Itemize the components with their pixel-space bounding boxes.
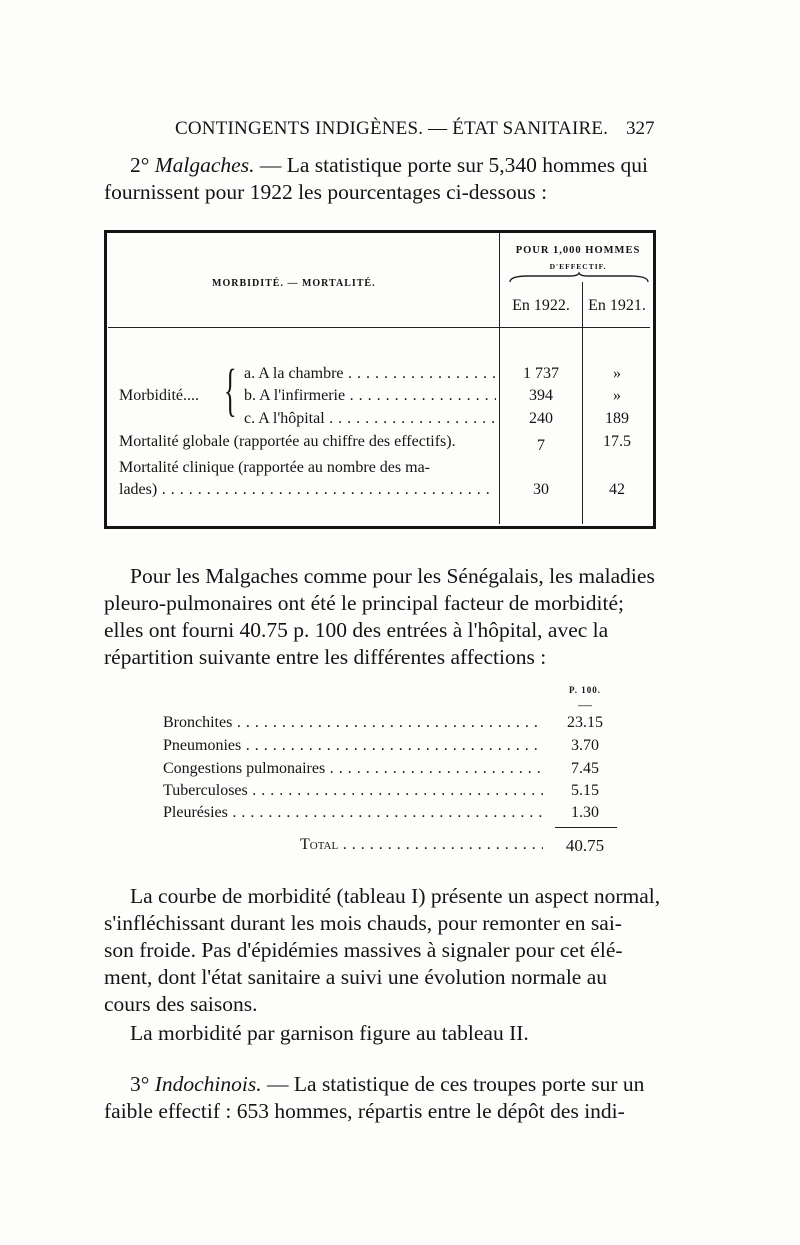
intro-paragraph <box>104 152 670 206</box>
section-number: 3° <box>130 1072 150 1096</box>
body-paragraph: Pour les Malgaches comme pour les Sénégalais, les maladies pleuro-pulmonaires ont été le principal facteur de morbidité; elles ont fourni 40.75 p. 100 des entrées à l'hôpital, avec la répartition suivante entre les différentes affections : <box>104 564 655 669</box>
table-row: Mortalité clinique (rapportée au nombre des ma- <box>119 459 430 476</box>
total-value: 40.75 <box>565 836 605 855</box>
unit-label: P. 100. <box>569 685 601 695</box>
list-item: Pleurésies . . . <box>163 804 543 822</box>
running-header-title: CONTINGENTS INDIGÈNES. — ÉTAT SANITAIRE. <box>175 118 609 139</box>
table-cell: 1 737 <box>523 365 559 382</box>
section-subject: Malgaches. <box>154 153 255 177</box>
list-value: 1.30 <box>571 804 599 821</box>
table-divider <box>499 232 500 524</box>
page-number: 327 <box>626 118 655 139</box>
table-row: Mortalité globale (rapportée au chiffre des effectifs). <box>119 433 456 450</box>
table-cell: 240 <box>529 410 553 427</box>
list-item: Congestions pulmonaires . . . <box>163 760 543 778</box>
list-item: Pneumonies . . . <box>163 737 543 755</box>
table-cell: 30 <box>533 481 549 498</box>
table-divider <box>582 282 583 524</box>
table-cell: » <box>613 387 621 404</box>
section-subject: Indochinois. <box>154 1072 262 1096</box>
table-row: a. A la chambre . . . <box>244 365 496 383</box>
table-header-left: MORBIDITÉ. — MORTALITÉ. <box>212 278 376 289</box>
list-item: Tuberculoses . . . <box>163 782 543 800</box>
table-row: lades) . . . <box>119 481 495 499</box>
table-header-group: POUR 1,000 HOMMES <box>515 245 641 256</box>
list-item: Bronchites . . . <box>163 714 543 732</box>
table-cell: 7 <box>537 437 545 454</box>
total-rule <box>555 827 617 828</box>
table-cell: 42 <box>609 481 625 498</box>
table-cell: 17.5 <box>603 433 631 450</box>
body-paragraph: 3° Indochinois. — La statistique de ces troupes porte sur un faible effectif : 653 hommes, répartis entre le dépôt des indi- <box>104 1072 645 1123</box>
table-row: b. A l'infirmerie . . . <box>244 387 496 405</box>
total-row: Total . . . <box>300 836 543 854</box>
section-number: 2° <box>130 153 150 177</box>
list-value: 5.15 <box>571 782 599 799</box>
col-header-1922: En 1922. <box>512 297 570 314</box>
table-cell: » <box>613 365 621 382</box>
intro-line1: — La statistique porte sur 5,340 hommes qui <box>259 153 648 177</box>
list-value: 23.15 <box>567 714 603 731</box>
col-header-1921: En 1921. <box>588 297 646 314</box>
list-value: 7.45 <box>571 760 599 777</box>
group-label-morbidite: Morbidité.... <box>119 387 199 404</box>
intro-line2: fournissent pour 1922 les pourcentages ci-dessous : <box>104 180 548 204</box>
body-paragraph: La courbe de morbidité (tableau I) présente un aspect normal, s'infléchissant durant les mois chauds, pour remonter en sai- son froide. Pas d'épidémies massives à signaler pour cet élé- ment, dont l'état sanitaire a suivi une évolution normale au cours des saisons. <box>104 884 661 1016</box>
unit-dash: — <box>578 698 592 713</box>
group-brace: { <box>224 357 237 422</box>
header-brace <box>508 272 650 284</box>
list-value: 3.70 <box>571 737 599 754</box>
table-cell: 394 <box>529 387 553 404</box>
table-header-rule <box>108 327 650 328</box>
table-cell: 189 <box>605 410 629 427</box>
body-paragraph: La morbidité par garnison figure au tableau II. <box>130 1021 529 1045</box>
table-row: c. A l'hôpital . . . <box>244 410 496 428</box>
table-header-group-sub: D'EFFECTIF. <box>549 262 607 271</box>
